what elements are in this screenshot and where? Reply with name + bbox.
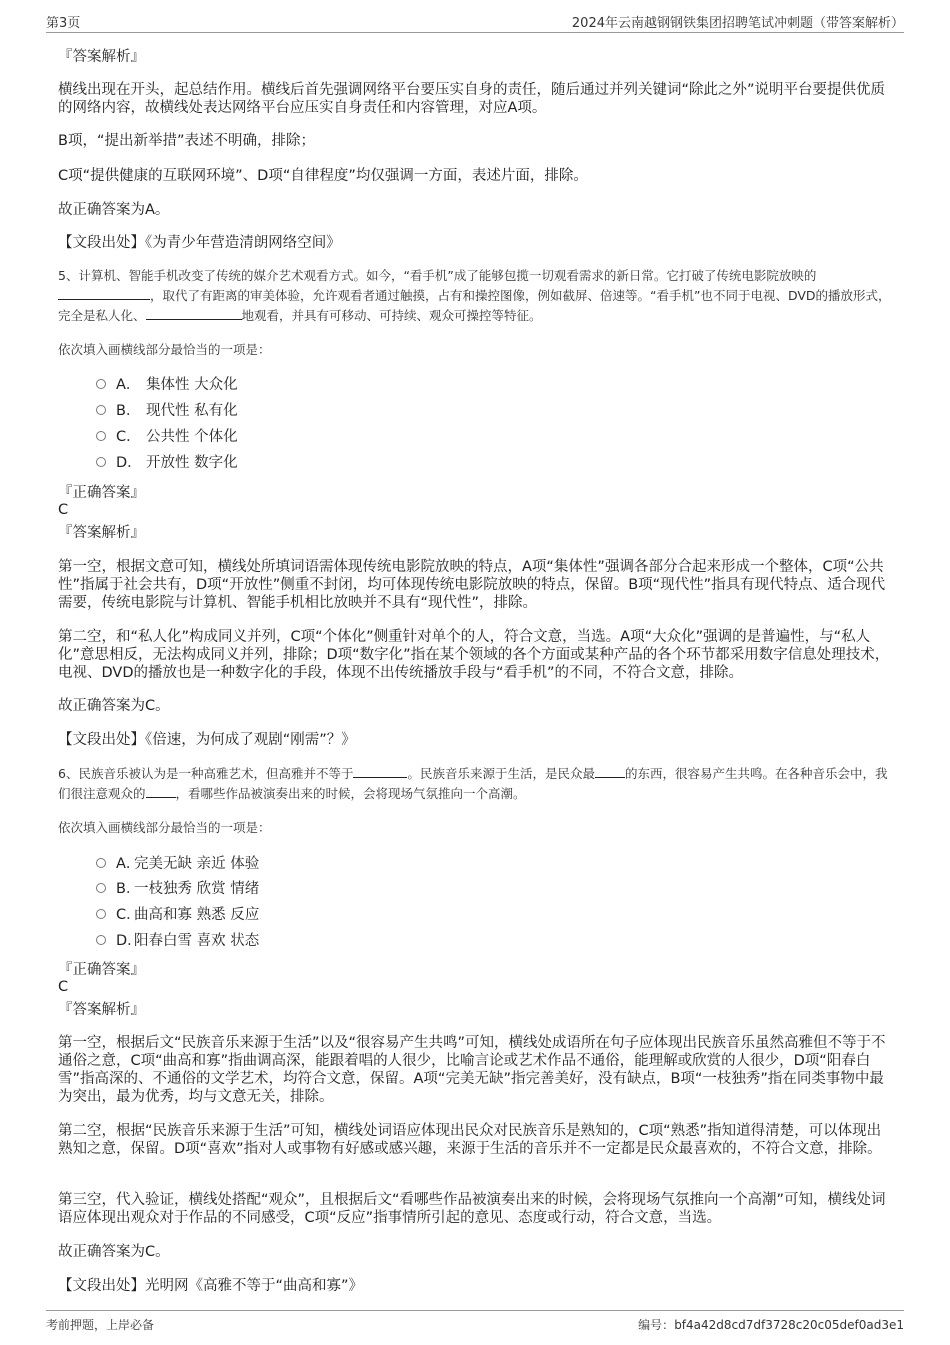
page-number: 第3页 (46, 16, 81, 31)
analysis-paragraph: B项，“提出新举措”表述不明确，排除； (58, 133, 315, 149)
fill-blank (353, 765, 407, 778)
document-title: 2024年云南越钢钢铁集团招聘笔试冲刺题（带答案解析） (571, 16, 904, 31)
radio-icon[interactable] (96, 431, 106, 441)
page-footer (46, 1310, 904, 1335)
analysis-label: 『答案解析』 (58, 49, 145, 65)
radio-icon[interactable] (96, 405, 106, 415)
answer-conclusion: 故正确答案为C。 (58, 698, 170, 714)
option-text: 一枝独秀 欣赏 情绪 (134, 881, 260, 897)
answer-conclusion: 故正确答案为C。 (58, 1244, 170, 1260)
option-b[interactable] (96, 880, 259, 898)
option-c[interactable] (96, 906, 259, 924)
correct-answer-label: 『正确答案』 (58, 485, 145, 501)
fill-blank (146, 785, 176, 798)
analysis-paragraph: 第二空，和“私人化”构成同义并列，C项“个体化”侧重针对单个的人，符合文意，当选。A项“大众化”强调的是普遍性，与“私人化”意思相反，无法构成同义并列，排除；D项“数字化”指在某个领域的各个方面或某种产品的各个环节都采用数字信息处理技术，电视、DVD的播放也是一种数字化的手段，体现不出传统播放手段与“看手机”的不同，不符合文意，排除。 (58, 629, 890, 681)
analysis-paragraph: 第一空，根据后文“民族音乐来源于生活”以及“很容易产生共鸣”可知，横线处成语所在句子应体现出民族音乐虽然高雅但不等于不通俗之意，C项“曲高和寡”指曲调高深，能跟着唱的人很少，比喻言论或艺术作品不通俗，能理解或欣赏的人很少，D项“阳春白雪”指高深的、不通俗的文学艺术，均符合文意，保留。A项“完美无缺”指完善美好，没有缺点，B项“一枝独秀”指在同类事物中最为突出，最为优秀，均与文意无关，排除。 (58, 1035, 886, 1105)
option-letter: D． (116, 455, 142, 471)
correct-answer-label: 『正确答案』 (58, 962, 145, 978)
option-a[interactable] (96, 376, 238, 394)
analysis-paragraph: 横线出现在开头，起总结作用。横线后首先强调网络平台要压实自身的责任，随后通过并列关键词“除此之外”说明平台要提供优质的网络内容，故横线处表达网络平台应压实自身责任和内容管理，对应A项。 (58, 82, 886, 116)
question-stem (58, 764, 892, 804)
option-b[interactable] (96, 402, 238, 420)
option-text: 开放性 数字化 (146, 455, 238, 471)
stem-text: ，取代了有距离的审美体验，允许观看者通过触摸，占有和操控图像，例如截屏、倍速等。“看手机”也不同于电视、DVD的播放形式，完全是私人化、 (58, 288, 891, 323)
radio-icon[interactable] (96, 935, 106, 945)
stem-text: 5、计算机、智能手机改变了传统的媒介艺术观看方式。如今，“看手机”成了能够包揽一切观看需求的新日常。它打破了传统电影院放映的 (58, 268, 817, 283)
code-value: bf4a42d8cd7df3728c20c05def0ad3e1 (674, 1318, 904, 1332)
option-letter: C． (116, 907, 141, 923)
option-letter: A． (116, 856, 141, 872)
question-prompt: 依次填入画横线部分最恰当的一项是： (58, 342, 271, 357)
question-stem (58, 266, 892, 326)
analysis-paragraph: C项“提供健康的互联网环境”、D项“自律程度”均仅强调一方面，表述片面，排除。 (58, 168, 588, 184)
source-citation: 【文段出处】《为青少年营造清朗网络空间》 (58, 235, 341, 251)
stem-text: 6、民族音乐被认为是一种高雅艺术，但高雅并不等于 (58, 766, 354, 781)
analysis-label: 『答案解析』 (58, 1002, 145, 1018)
option-letter: B． (116, 403, 141, 419)
option-a[interactable] (96, 855, 259, 873)
option-text: 阳春白雪 喜欢 状态 (134, 933, 260, 949)
fill-blank (58, 287, 150, 300)
option-letter: A． (116, 377, 141, 393)
answer-conclusion: 故正确答案为A。 (58, 202, 170, 218)
radio-icon[interactable] (96, 379, 106, 389)
source-citation: 【文段出处】光明网《高雅不等于“曲高和寡”》 (58, 1278, 364, 1294)
code-label: 编号： (638, 1318, 675, 1332)
option-d[interactable] (96, 454, 238, 472)
stem-text: ，看哪些作品被演奏出来的时候，会将现场气氛推向一个高潮。 (175, 786, 526, 801)
option-text: 完美无缺 亲近 体验 (134, 856, 260, 872)
footer-slogan: 考前押题，上岸必备 (46, 1318, 155, 1332)
option-letter: C． (116, 429, 141, 445)
option-letter: D． (116, 933, 142, 949)
option-text: 集体性 大众化 (146, 377, 238, 393)
analysis-paragraph: 第一空，根据文意可知，横线处所填词语需体现传统电影院放映的特点，A项“集体性”强调各部分合起来形成一个整体，C项“公共性”指属于社会共有，D项“开放性”侧重不封闭，均可体现传统电影院放映的特点，保留。B项“现代性”指具有现代特点、适合现代需要，传统电影院与计算机、智能手机相比放映并不具有“现代性”，排除。 (58, 559, 886, 611)
option-c[interactable] (96, 428, 238, 446)
stem-text: 的东西，很容易产生共鸣。在各种音乐会中，我们很注意观众的 (58, 766, 888, 801)
radio-icon[interactable] (96, 457, 106, 467)
radio-icon[interactable] (96, 883, 106, 893)
page-header (46, 12, 904, 33)
option-text: 曲高和寡 熟悉 反应 (134, 907, 260, 923)
fill-blank (146, 307, 242, 320)
stem-text: 。民族音乐来源于生活，是民众最 (407, 766, 595, 781)
option-d[interactable] (96, 932, 259, 950)
analysis-paragraph: 第三空，代入验证，横线处搭配“观众”，且根据后文“看哪些作品被演奏出来的时候，会将现场气氛推向一个高潮”可知，横线处词语应体现出观众对于作品的不同感受，C项“反应”指事情所引起的意见、态度或行动，符合文意，当选。 (58, 1192, 886, 1226)
stem-text: 地观看，并具有可移动、可持续、观众可操控等特征。 (241, 308, 542, 323)
radio-icon[interactable] (96, 909, 106, 919)
option-text: 公共性 个体化 (146, 429, 238, 445)
option-letter: B． (116, 881, 141, 897)
document-code (638, 1316, 904, 1333)
radio-icon[interactable] (96, 858, 106, 868)
source-citation: 【文段出处】《倍速，为何成了观剧“刚需”？》 (58, 732, 356, 748)
correct-answer: C (58, 979, 69, 995)
analysis-label: 『答案解析』 (58, 525, 145, 541)
option-text: 现代性 私有化 (146, 403, 238, 419)
fill-blank (595, 765, 625, 778)
question-prompt: 依次填入画横线部分最恰当的一项是： (58, 820, 271, 835)
correct-answer: C (58, 502, 69, 518)
analysis-paragraph: 第二空，根据“民族音乐来源于生活”可知，横线处词语应体现出民众对民族音乐是熟知的，C项“熟悉”指知道得清楚，可以体现出熟知之意，保留。D项“喜欢”指对人或事物有好感或感兴趣，来源于生活的音乐并不一定都是民众最喜欢的，不符合文意，排除。 (58, 1123, 882, 1157)
